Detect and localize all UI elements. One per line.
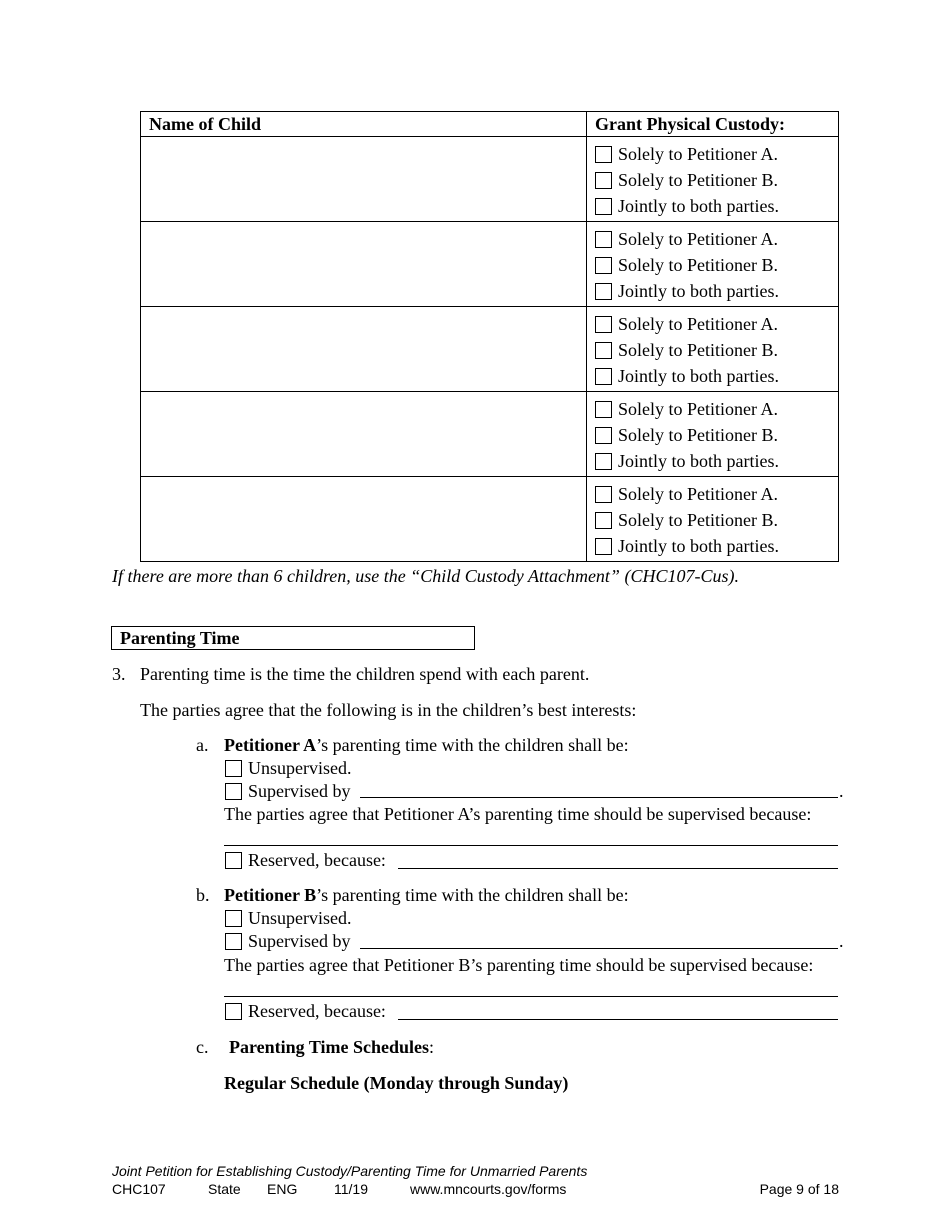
item-b-heading-rest: ’s parenting time with the children shall be: (316, 885, 629, 905)
custody-options-cell (587, 137, 839, 222)
custody-option-label: Jointly to both parties. (618, 281, 779, 301)
item-a-supervised-period: . (839, 781, 844, 801)
item-b-unsupervised-checkbox[interactable] (225, 910, 242, 927)
custody-option[interactable] (595, 533, 838, 559)
custody-option[interactable] (595, 226, 838, 252)
custody-option-checkbox[interactable] (595, 316, 612, 333)
custody-option[interactable] (595, 396, 838, 422)
item-3-number: 3. (112, 664, 126, 684)
item-c-colon: : (429, 1037, 435, 1057)
regular-schedule-heading: Regular Schedule (Monday through Sunday) (224, 1073, 569, 1093)
custody-options-cell (587, 307, 839, 392)
custody-option-checkbox[interactable] (595, 486, 612, 503)
custody-options-cell (587, 477, 839, 562)
custody-option-checkbox[interactable] (595, 257, 612, 274)
custody-option[interactable] (595, 422, 838, 448)
custody-option-checkbox[interactable] (595, 512, 612, 529)
custody-option[interactable] (595, 507, 838, 533)
item-c-heading (229, 1036, 434, 1058)
custody-option-label: Solely to Petitioner B. (618, 425, 778, 445)
custody-table-body (141, 137, 839, 562)
item-b-reserved-line[interactable] (398, 1019, 838, 1020)
item-b-supervised-label: Supervised by (248, 931, 351, 951)
custody-table-header (141, 112, 839, 137)
item-b-unsupervised-label: Unsupervised. (248, 908, 352, 928)
item-a-heading (224, 734, 629, 756)
custody-option[interactable] (595, 193, 838, 219)
section-title-parenting-time: Parenting Time (111, 626, 475, 650)
item-a-because-line[interactable] (224, 845, 838, 846)
custody-option-label: Jointly to both parties. (618, 536, 779, 556)
custody-option[interactable] (595, 311, 838, 337)
custody-option-checkbox[interactable] (595, 401, 612, 418)
item-a-party: Petitioner A (224, 735, 317, 755)
custody-option-label: Jointly to both parties. (618, 366, 779, 386)
custody-option-checkbox[interactable] (595, 283, 612, 300)
item-a-heading-rest: ’s parenting time with the children shall be: (316, 735, 629, 755)
item-b-supervised-by-line[interactable] (360, 948, 838, 949)
item-a-supervised-label: Supervised by (248, 781, 351, 801)
child-name-cell[interactable] (141, 222, 587, 307)
item-c-label: Parenting Time Schedules (229, 1037, 430, 1057)
child-name-cell[interactable] (141, 477, 587, 562)
custody-row (141, 307, 839, 392)
item-b-supervised[interactable] (225, 930, 351, 952)
item-3-text: Parenting time is the time the children spend with each parent. (140, 664, 590, 684)
item-b-letter: b. (196, 885, 210, 905)
item-b-reserved-checkbox[interactable] (225, 1003, 242, 1020)
child-name-cell[interactable] (141, 137, 587, 222)
custody-option-checkbox[interactable] (595, 538, 612, 555)
custody-option-label: Solely to Petitioner A. (618, 314, 778, 334)
footer-page-number: Page 9 of 18 (759, 1181, 839, 1197)
item-b-reserved-label: Reserved, because: (248, 1001, 386, 1021)
item-b-supervised-checkbox[interactable] (225, 933, 242, 950)
footer-language: ENG (267, 1181, 298, 1197)
custody-row (141, 392, 839, 477)
item-a-reserved-label: Reserved, because: (248, 850, 386, 870)
child-name-cell[interactable] (141, 307, 587, 392)
custody-option-checkbox[interactable] (595, 427, 612, 444)
item-a-unsupervised-label: Unsupervised. (248, 758, 352, 778)
item-b-because: The parties agree that Petitioner B’s parenting time should be supervised because: (224, 955, 814, 975)
footer-form-number: CHC107 (112, 1181, 166, 1197)
item-a-unsupervised[interactable] (225, 757, 351, 779)
custody-option[interactable] (595, 337, 838, 363)
item-c-letter: c. (196, 1037, 209, 1057)
item-b-party: Petitioner B (224, 885, 317, 905)
custody-option-label: Solely to Petitioner A. (618, 229, 778, 249)
item-a-reserved[interactable] (225, 849, 386, 871)
item-a-letter: a. (196, 735, 209, 755)
custody-option-checkbox[interactable] (595, 453, 612, 470)
custody-option-checkbox[interactable] (595, 172, 612, 189)
custody-options-cell (587, 392, 839, 477)
item-a-supervised-checkbox[interactable] (225, 783, 242, 800)
col-name-of-child: Name of Child (141, 112, 587, 137)
item-b-heading (224, 884, 629, 906)
item-a-supervised-by-line[interactable] (360, 797, 838, 798)
custody-option-checkbox[interactable] (595, 146, 612, 163)
item-b-unsupervised[interactable] (225, 907, 351, 929)
custody-option-checkbox[interactable] (595, 231, 612, 248)
item-a-unsupervised-checkbox[interactable] (225, 760, 242, 777)
custody-row (141, 477, 839, 562)
custody-option[interactable] (595, 141, 838, 167)
footer-date: 11/19 (334, 1181, 368, 1197)
custody-option[interactable] (595, 278, 838, 304)
custody-option-label: Solely to Petitioner A. (618, 484, 778, 504)
custody-row (141, 222, 839, 307)
custody-table (140, 111, 839, 562)
custody-option-checkbox[interactable] (595, 198, 612, 215)
custody-option-label: Solely to Petitioner A. (618, 399, 778, 419)
custody-option[interactable] (595, 252, 838, 278)
custody-option[interactable] (595, 481, 838, 507)
item-b-reserved[interactable] (225, 1000, 386, 1022)
custody-option[interactable] (595, 167, 838, 193)
custody-option-label: Solely to Petitioner B. (618, 170, 778, 190)
item-b-because-line[interactable] (224, 996, 838, 997)
item-3-intro: The parties agree that the following is in the children’s best interests: (140, 700, 637, 720)
item-a-supervised[interactable] (225, 780, 351, 802)
custody-option-checkbox[interactable] (595, 368, 612, 385)
custody-options-cell (587, 222, 839, 307)
item-b-supervised-period: . (839, 931, 844, 951)
footer-url[interactable]: www.mncourts.gov/forms (410, 1181, 567, 1197)
footer-state: State (208, 1181, 241, 1197)
custody-option[interactable] (595, 363, 838, 389)
item-a-because: The parties agree that Petitioner A’s parenting time should be supervised because: (224, 804, 812, 824)
more-children-note: If there are more than 6 children, use the “Child Custody Attachment” (CHC107-Cus). (112, 566, 739, 586)
custody-option-checkbox[interactable] (595, 342, 612, 359)
item-a-reserved-line[interactable] (398, 868, 838, 869)
custody-row (141, 137, 839, 222)
custody-option-label: Solely to Petitioner B. (618, 340, 778, 360)
child-name-cell[interactable] (141, 392, 587, 477)
col-grant-physical-custody: Grant Physical Custody: (587, 112, 839, 137)
footer-title: Joint Petition for Establishing Custody/Parenting Time for Unmarried Parents (112, 1163, 588, 1179)
custody-option-label: Jointly to both parties. (618, 196, 779, 216)
item-a-reserved-checkbox[interactable] (225, 852, 242, 869)
custody-option-label: Solely to Petitioner B. (618, 255, 778, 275)
custody-option-label: Solely to Petitioner B. (618, 510, 778, 530)
custody-option-label: Jointly to both parties. (618, 451, 779, 471)
custody-option-label: Solely to Petitioner A. (618, 144, 778, 164)
custody-option[interactable] (595, 448, 838, 474)
